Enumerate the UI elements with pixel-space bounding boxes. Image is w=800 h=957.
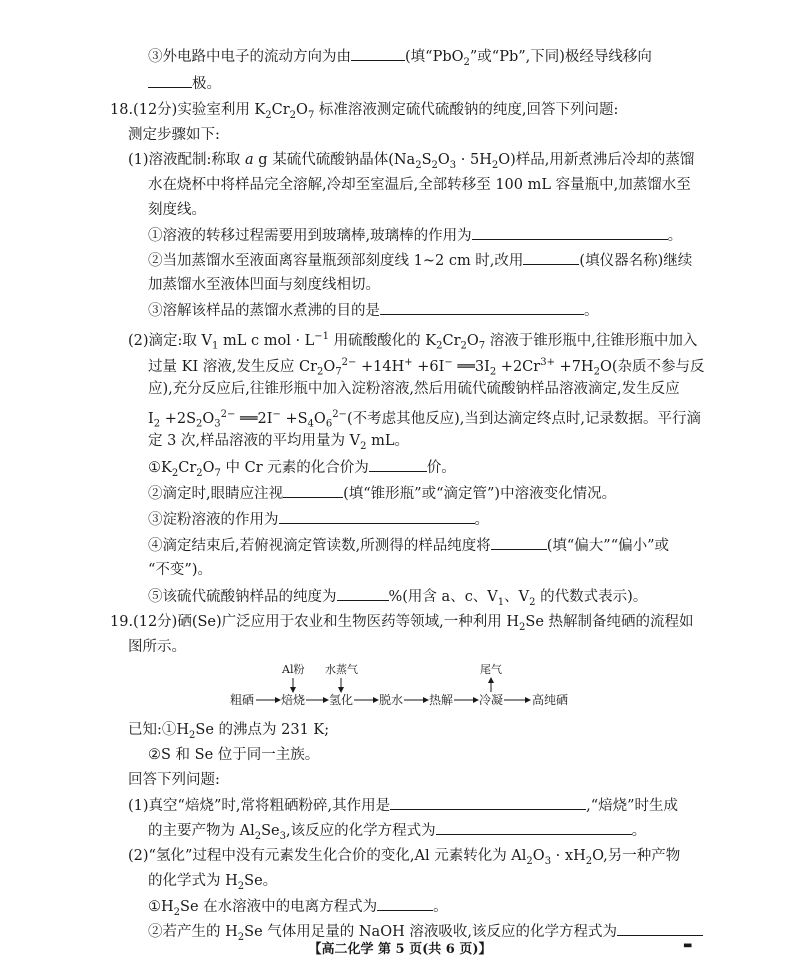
node-hydrogenation: 氢化 (329, 693, 354, 707)
text-segment: 7 (478, 340, 486, 352)
node-dehydration: 脱水 (379, 693, 404, 707)
text-segment: “不变”)。 (148, 562, 212, 578)
text-segment: Cr (442, 332, 461, 349)
q18-steps (128, 125, 220, 145)
text-segment: ①K (148, 460, 172, 476)
answer-blank[interactable] (390, 795, 586, 810)
text-segment: 水在烧杯中将样品完全溶解,冷却至室温后,全部转移至 100 mL 容量瓶中,加蒸馏水至 (148, 177, 691, 193)
answer-blank[interactable] (617, 921, 703, 936)
text-segment: 应),充分反应后,往锥形瓶中加入淀粉溶液,然后用硫代硫酸钠样品溶液滴定,发生反应 (148, 381, 680, 397)
text-segment: 2 (360, 440, 367, 452)
text: ③外电路中电子的流动方向为由 (148, 49, 351, 65)
text-segment: 2 (289, 109, 297, 121)
text-segment: (填“锥形瓶”或“滴定管”)中溶液变化情况。 (343, 486, 617, 502)
text-segment: 2 (519, 621, 526, 633)
text-segment: (2)滴定:取 V (128, 332, 213, 349)
text-segment: 3 (544, 855, 552, 867)
q18-title (110, 100, 618, 126)
text-segment: +S (280, 410, 308, 427)
text-segment: O (466, 332, 479, 349)
text-segment: 标准溶液测定硫代硫酸钠的纯度,回答下列问题: (314, 102, 619, 118)
text-segment: ④滴定结束后,若俯视滴定管读数,所测得的样品纯度将 (148, 538, 491, 554)
text-segment: − (272, 409, 281, 420)
answer-blank[interactable] (337, 586, 389, 601)
text-segment: Se (261, 823, 280, 839)
text-segment: 。 (667, 228, 683, 244)
text-segment: 3 (279, 830, 286, 842)
text-segment: +2S (160, 410, 197, 427)
text-segment: 价。 (426, 460, 456, 476)
q18-s2-q4-cont (148, 560, 212, 580)
text-segment: 2 (317, 366, 324, 378)
text-segment: ,“焙烧”时生成 (586, 798, 679, 814)
answer-blank[interactable] (148, 73, 192, 88)
text-segment: ①H (148, 899, 174, 915)
text-segment: 7 (307, 109, 315, 121)
text-segment: 用硫酸酸化的 K (329, 332, 437, 349)
label-steam: 水蒸气 (325, 663, 358, 676)
q18-s2-line5 (148, 431, 409, 457)
q18-s2-q3 (148, 509, 489, 530)
text-segment: 的主要产物为 Al (148, 823, 255, 839)
page-footer: 【高二化学 第 5 页(共 6 页)】 (308, 942, 492, 957)
text-segment: 刻度线。 (148, 202, 206, 218)
text-segment: mL c mol · L (218, 332, 315, 349)
text-segment: ══3I (452, 358, 490, 375)
text-segment: 2− (220, 409, 236, 420)
text-segment: O (313, 410, 326, 427)
text-segment: 测定步骤如下: (128, 127, 220, 143)
text-segment: 2 (585, 855, 593, 867)
q18-s2-line3 (148, 379, 680, 399)
text-segment: 2 (254, 830, 262, 842)
text-segment: 1 (212, 340, 219, 352)
text-segment: ══2I (235, 410, 273, 427)
text-segment: ②S 和 Se 位于同一主族。 (148, 747, 320, 763)
text-segment: O(杂质不参与反 (599, 358, 705, 375)
text-segment: 2 (436, 340, 443, 352)
text-segment: O,另一种产物 (592, 848, 681, 864)
text-segment: (1)溶液配制:称取 (128, 152, 246, 168)
answer-blank[interactable] (377, 896, 433, 911)
node-crude-se: 粗硒 (230, 693, 255, 707)
node-pyrolysis: 热解 (429, 693, 454, 707)
text-segment: 7 (214, 467, 221, 479)
text-segment: 18.(12分)实验室利用 K (110, 102, 266, 118)
answer-blank[interactable] (351, 46, 405, 61)
text-segment: +7H (554, 358, 594, 375)
text-segment: Se 气体用足量的 NaOH 溶液吸收,该反应的化学方程式为 (244, 924, 617, 940)
text-segment: 2 (173, 906, 181, 918)
text-segment: g 某硫代硫酸钠晶体(Na (253, 152, 416, 168)
text-segment: · 5H (456, 152, 492, 168)
q18-s2-q1 (148, 457, 456, 484)
text-segment: 。 (631, 823, 647, 839)
text-segment: + (404, 357, 413, 368)
answer-blank[interactable] (369, 457, 427, 472)
text-segment: 3 (214, 418, 221, 430)
q19-a1-line1 (128, 795, 678, 816)
text-segment: Cr (178, 460, 197, 476)
text-segment: 2 (196, 418, 203, 430)
text-segment: 2 (529, 596, 536, 608)
text-segment: (2)“氢化”过程中没有元素发生化合价的变化,Al 元素转化为 Al (128, 848, 527, 864)
answer-blank[interactable] (523, 250, 579, 265)
label-tail-gas: 尾气 (480, 663, 502, 676)
text-segment: 2 (593, 366, 600, 378)
text-segment: Se 的沸点为 231 K; (195, 722, 330, 738)
text-segment: 2 (189, 729, 196, 741)
text-segment: ,该反应的化学方程式为 (285, 823, 436, 839)
text-segment: 2 (460, 340, 467, 352)
text: 极。 (192, 76, 221, 92)
text-segment: +14H (356, 358, 405, 375)
text-segment: 2 (171, 467, 179, 479)
text-segment: 7 (335, 366, 342, 378)
q19-known-1 (128, 720, 329, 746)
text-segment: S (421, 152, 432, 168)
text-segment: 。 (433, 899, 448, 915)
text-segment: O (202, 410, 215, 427)
text-segment: 2 (489, 366, 497, 378)
text-segment: +6I (412, 358, 445, 375)
text-segment: 3 (449, 159, 457, 171)
text-segment: 2 (196, 467, 203, 479)
text-segment: Se。 (244, 873, 278, 889)
q18-s1-q2-cont (148, 275, 380, 295)
q19-title-cont (128, 637, 186, 657)
node-pure-se: 高纯硒 (532, 693, 569, 707)
text-segment: ②若产生的 H (148, 924, 238, 940)
text-segment: O (323, 358, 336, 375)
text-segment: 4 (307, 418, 314, 430)
q19-known-2 (148, 745, 319, 765)
text-segment: 图所示。 (128, 639, 186, 655)
text-segment: 回答下列问题: (128, 772, 220, 788)
text-segment: O)样品,用新煮沸后冷却的蒸馏 (498, 152, 695, 168)
process-flow-diagram (228, 664, 588, 716)
text-segment: Se 在水溶液中的电离方程式为 (180, 899, 378, 915)
text-segment: 的代数式表示)。 (535, 589, 648, 605)
text-segment: a (245, 152, 254, 168)
answer-blank[interactable] (491, 535, 547, 550)
text-segment: O (202, 460, 215, 476)
text-segment: 过量 KI 溶液,发生反应 Cr (148, 358, 318, 375)
text-segment: (不考虑其他反应),当到达滴定终点时,记录数据。平行滴 (346, 410, 701, 427)
text-segment: 2− (341, 357, 357, 368)
text: ”或“Pb”,下同)极经导线移向 (469, 49, 652, 65)
q19-title (110, 612, 694, 638)
q18-s2-q4 (148, 535, 669, 556)
text: (填“PbO (405, 49, 464, 65)
text-segment: 2 (265, 109, 272, 121)
text-segment: 3+ (540, 357, 555, 368)
text-segment: (填“偏大”“偏小”或 (546, 538, 670, 554)
q18-s1-line1 (128, 150, 694, 176)
text-segment: (1)真空“焙烧”时,常将粗硒粉碎,其作用是 (128, 798, 391, 814)
q18-s1-line2 (148, 175, 691, 195)
text-segment: 已知:①H (128, 722, 190, 738)
q18-s1-q2 (148, 250, 692, 271)
text-segment: (填仪器名称)继续 (579, 253, 693, 269)
node-roasting: 焙烧 (281, 693, 306, 707)
subscript: 2 (463, 56, 470, 68)
text-segment: 。 (474, 512, 489, 528)
text-segment: 溶液于锥形瓶中,往锥形瓶中加入 (485, 332, 698, 349)
q18-s1-line3 (148, 200, 206, 220)
corner-mark: ▬ (683, 940, 693, 951)
q19-a2-line1 (128, 846, 680, 872)
text-segment: ③溶解该样品的蒸馏水煮沸的目的是 (148, 303, 380, 319)
text-segment: mL。 (366, 433, 410, 449)
text-segment: ②滴定时,眼睛应注视 (148, 486, 284, 502)
text-segment: I (148, 410, 154, 427)
text-segment: 、V (504, 589, 530, 605)
text-segment: 2 (431, 159, 438, 171)
q19-a2-q1 (148, 896, 448, 923)
q18-s1-q1 (148, 225, 682, 246)
text-segment: Cr (271, 102, 290, 118)
answer-blank[interactable] (283, 483, 343, 498)
text-segment: ①溶液的转移过程需要用到玻璃棒,玻璃棒的作用为 (148, 228, 472, 244)
q17-part3-line2 (148, 73, 221, 94)
text-segment: ②当加蒸馏水至液面离容量瓶颈部刻度线 1~2 cm 时,改用 (148, 253, 524, 269)
text-segment: 2 (491, 159, 499, 171)
answer-blank[interactable] (436, 820, 632, 835)
label-al-powder: Al粉 (282, 663, 305, 676)
text-segment: 1 (497, 596, 505, 608)
text-segment: −1 (314, 331, 330, 342)
q18-s1-q3 (148, 300, 599, 321)
q18-s2-q2 (148, 483, 616, 504)
answer-blank[interactable] (472, 225, 668, 240)
text-segment: 。 (584, 303, 599, 319)
answer-blank[interactable] (380, 300, 584, 315)
q17-part3-line1 (148, 46, 652, 73)
text-segment: 2 (237, 931, 245, 943)
q19-a1-line2 (148, 820, 646, 847)
q18-s2-q5 (148, 586, 647, 613)
text-segment: − (444, 357, 453, 368)
node-condensation: 冷凝 (479, 693, 504, 707)
text-segment: ⑤该硫代硫酸钠样品的纯度为 (148, 589, 337, 605)
text-segment: Se 热解制备纯硒的流程如 (525, 614, 694, 630)
text-segment: 2 (153, 418, 161, 430)
text-segment: O (532, 848, 545, 864)
text-segment: ③淀粉溶液的作用为 (148, 512, 279, 528)
text-segment: 2 (415, 159, 422, 171)
text-segment: 加蒸馏水至液体凹面与刻度线相切。 (148, 277, 380, 293)
text-segment: 的化学式为 H (148, 873, 238, 889)
text-segment: 2 (237, 880, 245, 892)
text-segment: 中 Cr 元素的化合价为 (220, 460, 369, 476)
text-segment: · xH (551, 848, 586, 864)
text-segment: 6 (325, 418, 333, 430)
text-segment: 2 (526, 855, 533, 867)
text-segment: 2− (332, 409, 347, 420)
answer-blank[interactable] (279, 509, 475, 524)
q19-a2-line2 (148, 871, 277, 897)
q19-answer-prompt (128, 770, 220, 790)
text-segment: O (296, 102, 308, 118)
text-segment: +2Cr (496, 358, 541, 375)
text-segment: 19.(12分)硒(Se)广泛应用于农业和生物医药等领域,一种利用 H (110, 614, 520, 630)
text-segment: 定 3 次,样品溶液的平均用量为 V (148, 433, 361, 449)
text-segment: %(用含 a、c、V (388, 589, 498, 605)
text-segment: O (437, 152, 450, 168)
